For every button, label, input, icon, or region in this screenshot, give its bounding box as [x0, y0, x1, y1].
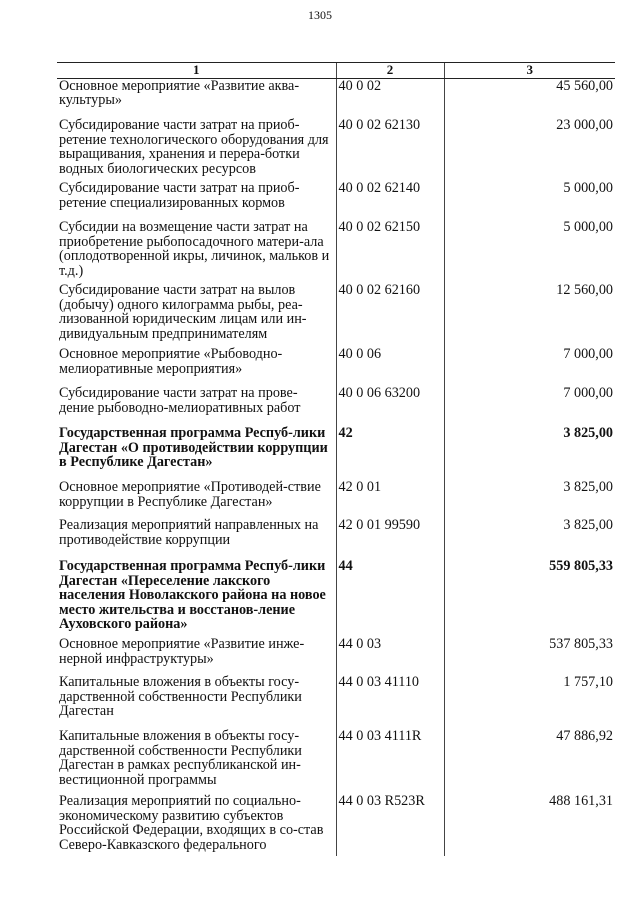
row-name: Основное мероприятие «Развитие аква-культуры»: [59, 77, 300, 108]
row-code: 44 0 03: [336, 637, 444, 675]
row-name: Основное мероприятие «Рыбоводно-мелиоративные мероприятия»: [59, 346, 283, 377]
row-code: 40 0 06 63200: [336, 386, 444, 426]
row-amount: 47 886,92: [444, 729, 615, 794]
row-name: Субсидирование части затрат на вылов (добычу) одного килограмма рыбы, реа-лизованной юридическим лицам или ин-дивидуальным предпринимателям: [59, 282, 307, 342]
table-row: [57, 480, 615, 518]
table-row: [57, 220, 615, 283]
row-name: Основное мероприятие «Противодей-ствие коррупции в Республике Дагестан»: [59, 479, 321, 510]
row-code: 40 0 06: [336, 347, 444, 386]
row-name: Капитальные вложения в объекты госу-дарственной собственности Республики Дагестан в рамках республиканской ин-вестиционной программы: [59, 728, 302, 788]
table-header-row: [57, 63, 615, 79]
row-amount: 7 000,00: [444, 386, 615, 426]
column-header-3: 3: [444, 63, 615, 79]
table-row: [57, 794, 615, 856]
row-name: Субсидирование части затрат на приоб-ретение специализированных кормов: [59, 180, 300, 211]
row-name: Реализация мероприятий направленных на противодействие коррупции: [59, 517, 319, 548]
row-amount: 488 161,31: [444, 794, 615, 856]
row-amount: 5 000,00: [444, 181, 615, 220]
table-row: [57, 426, 615, 480]
table-row: [57, 181, 615, 220]
table-row: [57, 559, 615, 637]
table-row: [57, 283, 615, 347]
row-name: Капитальные вложения в объекты госу-дарственной собственности Республики Дагестан: [59, 674, 302, 719]
table-row: [57, 637, 615, 675]
column-header-2: 2: [336, 63, 444, 79]
row-code: 44 0 03 41110: [336, 675, 444, 729]
row-code: 40 0 02 62130: [336, 118, 444, 181]
row-code: 42 0 01: [336, 480, 444, 518]
row-name: Государственная программа Респуб-лики Дагестан «О противодействии коррупции в Республике Дагестан»: [59, 425, 328, 470]
row-code: 40 0 02 62160: [336, 283, 444, 347]
page-number: 1305: [308, 8, 332, 22]
row-amount: 12 560,00: [444, 283, 615, 347]
row-code: 40 0 02: [336, 78, 444, 118]
table-row: [57, 729, 615, 794]
row-code: 42 0 01 99590: [336, 518, 444, 559]
row-amount: 7 000,00: [444, 347, 615, 386]
table-row: [57, 347, 615, 386]
column-header-1: 1: [57, 63, 336, 79]
row-code: 40 0 02 62140: [336, 181, 444, 220]
table-row: [57, 386, 615, 426]
row-amount: 3 825,00: [444, 518, 615, 559]
table-row: [57, 118, 615, 181]
row-name: Реализация мероприятий по социально-экономическому развитию субъектов Российской Федерации, входящих в со-став Северо-Кавказского федерального: [59, 793, 324, 853]
row-amount: 559 805,33: [444, 559, 615, 637]
row-amount: 1 757,10: [444, 675, 615, 729]
row-amount: 537 805,33: [444, 637, 615, 675]
row-name: Субсидирование части затрат на приоб-ретение технологического оборудования для выращивания, хранения и перера-ботки водных биологических ресурсов: [59, 117, 329, 177]
row-name: Субсидии на возмещение части затрат на приобретение рыбопосадочного матери-ала (оплодотворенной икры, личинок, мальков и т.д.): [59, 219, 330, 279]
row-code: 44 0 03 4111R: [336, 729, 444, 794]
row-code: 42: [336, 426, 444, 480]
row-amount: 23 000,00: [444, 118, 615, 181]
row-amount: 3 825,00: [444, 426, 615, 480]
table-row: [57, 518, 615, 559]
table-row: [57, 675, 615, 729]
row-code: 44: [336, 559, 444, 637]
table-row: [57, 78, 615, 118]
row-code: 40 0 02 62150: [336, 220, 444, 283]
row-name: Государственная программа Респуб-лики Дагестан «Переселение лакского населения Новолакского района на новое место жительства и восстанов-ление Ауховского района»: [59, 558, 326, 632]
row-name: Основное мероприятие «Развитие инже-нерной инфраструктуры»: [59, 636, 305, 667]
row-code: 44 0 03 R523R: [336, 794, 444, 856]
row-amount: 5 000,00: [444, 220, 615, 283]
row-amount: 45 560,00: [444, 78, 615, 118]
row-name: Субсидирование части затрат на прове-дение рыбоводно-мелиоративных работ: [59, 385, 301, 416]
budget-table: [57, 62, 615, 856]
row-amount: 3 825,00: [444, 480, 615, 518]
